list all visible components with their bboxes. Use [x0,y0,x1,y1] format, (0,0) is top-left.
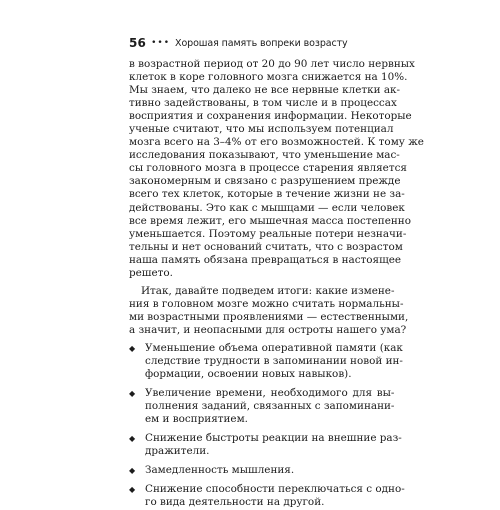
text-line: закономерным и связано с разрушением прежде [129,175,401,188]
bullet-list [129,341,405,510]
book-title: Хорошая память вопреки возрасту [175,37,348,49]
list-item-text [145,342,403,381]
list-item-text [145,483,405,509]
text-line: сы головного мозга в процессе старения является [129,162,407,175]
text-line: Снижение способности переключаться с одно- [145,483,405,496]
text-line: ми возрастными проявлениями — естественными, [129,310,409,323]
text-line: полнения заданий, связанных с запоминани- [145,400,395,413]
running-header [129,36,348,50]
list-item-text [145,464,376,477]
text-line: Мы знаем, что далеко не все нервные клетки ак- [129,84,401,97]
text-line: ем и восприятием. [145,413,248,426]
text-line: формации, освоении новых навыков). [145,368,352,381]
text-line: в возрастной период от 20 до 90 лет число нервных [129,58,415,70]
text-line: уменьшается. Поэтому реальные потери незначи- [129,227,407,240]
list-item [129,432,402,458]
paragraph-1 [129,58,424,280]
diamond-bullet-icon: ◆ [129,434,136,444]
text-line: тельны и нет оснований считать, что с возрастом [129,240,403,253]
list-item [129,464,376,477]
page-number: 56 [129,36,147,50]
diamond-bullet-icon: ◆ [129,343,136,353]
page-body [129,58,424,510]
text-line: клеток в коре головного мозга снижается на 10%. [129,71,408,84]
text-line: действованы. Это как с мышцами — если человек [129,201,405,214]
diamond-bullet-icon: ◆ [129,389,136,399]
text-line: тивно задействованы, в том числе и в процессах [129,97,397,110]
text-line: а значит, и неопасными для остроты нашего ума? [129,323,407,336]
text-line: восприятия и сохранения информации. Некоторые [129,110,412,123]
header-dots: ••• [151,38,171,48]
text-line: Увеличение времени, необходимого для вы- [145,387,395,400]
paragraph-2 [129,284,409,337]
text-line: следствие трудности в запоминании новой ин- [145,355,403,368]
list-item-text [145,387,394,426]
text-line: исследования показывают, что уменьшение мас- [129,149,400,162]
text-line: го вида деятельности на другой. [145,496,325,509]
text-line: решето. [129,266,173,279]
diamond-bullet-icon: ◆ [129,466,136,476]
text-line: мозга всего на 3–4% от его возможностей. К тому же [129,136,424,149]
text-line: ученые считают, что мы используем потенциал [129,123,394,136]
text-line: наша память обязана превращаться в настоящее [129,253,402,266]
text-line: ния в головном мозге можно считать нормальны- [129,297,404,310]
text-line: Уменьшение объема оперативной памяти (как [145,341,403,354]
text-line: дражители. [145,445,210,458]
text-line: Снижение быстроты реакции на внешние раз- [145,432,402,445]
diamond-bullet-icon: ◆ [129,485,136,495]
text-line: всего тех клеток, которые в течение жизни не за- [129,188,405,201]
list-item [129,387,395,426]
text-line: Замедленность мышления. [145,464,295,477]
list-item-text [145,432,402,458]
text-line: Итак, давайте подведем итоги: какие измене- [141,284,395,297]
list-item [129,341,403,381]
list-item [129,483,405,509]
text-line: все время лежит, его мышечная масса постепенно [129,214,411,227]
